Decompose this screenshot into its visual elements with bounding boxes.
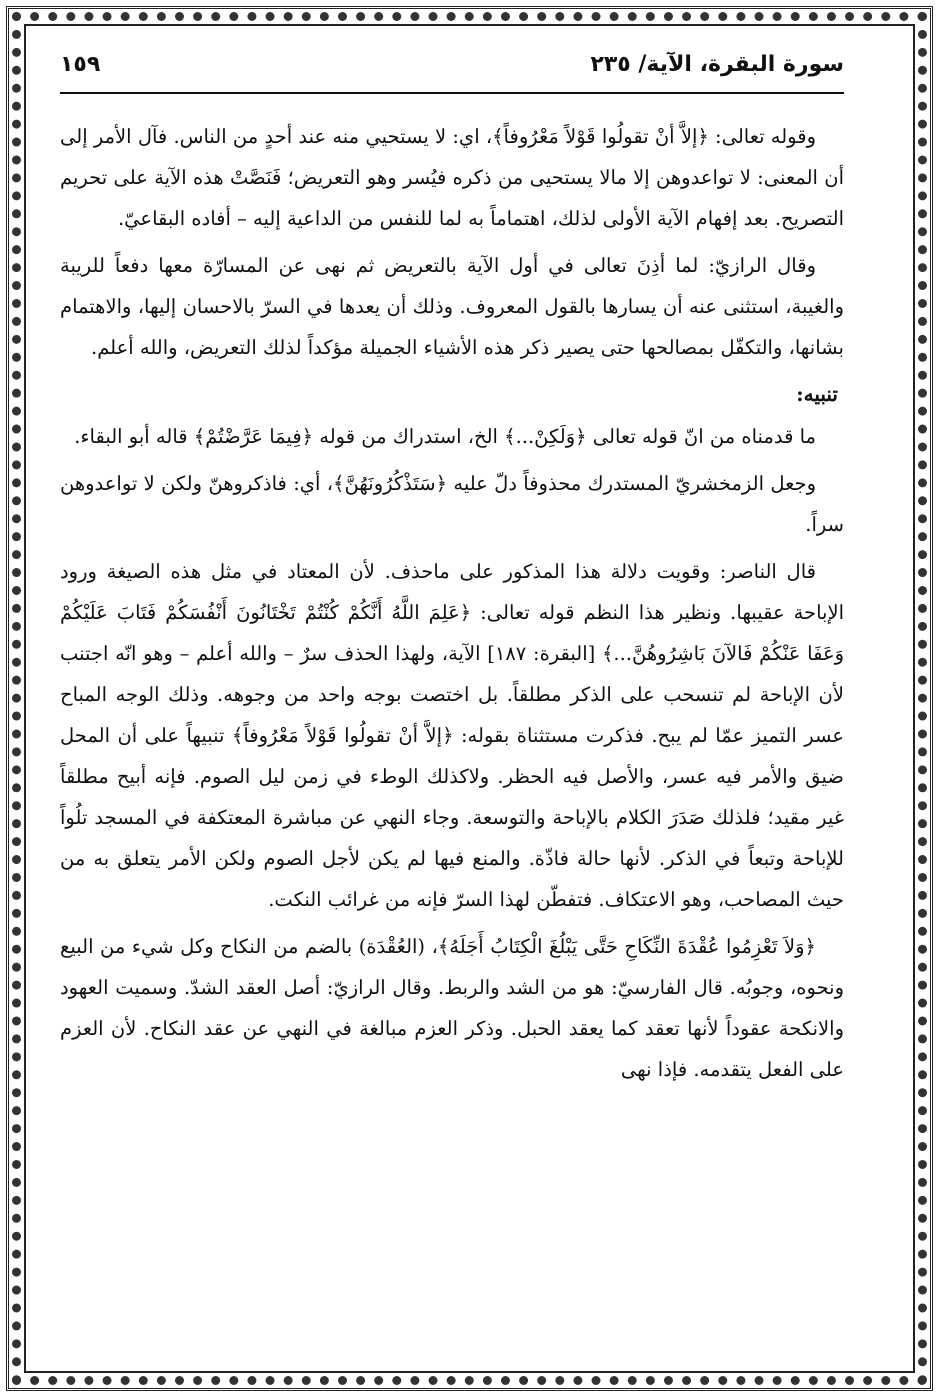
paragraph-5: قال الناصر: وقويت دلالة هذا المذكور على ماحذف. لأن المعتاد في مثل هذه الصيغة ورود الإباحة عقيبها. ونظير هذا النظم قوله تعالى: ﴿عَلِمَ اللَّهُ أَنَّكُمْ كُنْتُمْ تَخْتَانُونَ أَنْفُسَكُمْ فَتَابَ عَلَيْكُمْ وَعَفَا عَنْكُمْ فَالآنَ بَاشِرُوهُنَّ...﴾ [البقرة: ١٨٧] الآية، ولهذا الحذف سرٌ – والله أعلم – وهو انّه اجتنب لأن الإباحة لم تنسحب على الذكر مطلقاً. بل اختصت بوجه واحد من وجوهه. وذلك الوجه المباح عسر التميز عمّا لم يبح. فذكرت مستثناة بقوله: ﴿إلاَّ أنْ تقولُوا قَوْلاً مَعْرُوفاً﴾ تنبيهاً على أن المحل ضيق والأمر فيه عسر، والأصل فيه الحظر. ولاكذلك الوطء في زمن ليل الصوم. فإنه أبيح مطلقاً غير مقيد؛ فلذلك صَدَرَ الكلام بالإباحة والتوسعة. وجاء النهي عن مباشرة المعتكفة في المسجد تلُواً للإباحة وتبعاً في الذكر. لأنها حالة فاذّة. والمنع فيها لم يكن لأجل الصوم ولكن الأمر يتعلق به من حيث المصاحب، وهو الاعتكاف. فتفطّن لهذا السرّ فإنه من غرائب النكت. <box>60 560 844 911</box>
paragraph-4: وجعل الزمخشريّ المستدرك محذوفاً دلّ عليه ﴿سَتَذْكُرُونَهُنَّ﴾، أي: فاذكروهنّ ولكن لا تواعدوهن سراً. <box>60 472 844 536</box>
paragraph-6: ﴿وَلاَ تَعْزِمُوا عُقْدَةَ النِّكَاحِ حَتَّى يَبْلُغَ الْكِتَابُ أَجَلَهُ﴾، (العُقْدَة) بالضم من النكاح وكل شيء من البيع ونحوه، وجوبُه. قال الفارسيّ: هو من الشد والربط. وقال الرازيّ: أصل العقد الشدّ. وسميت العهود والانكحة عقوداً لأنها تعقد كما يعقد الحبل. وذكر العزم مبالغة في النهي عن عقد النكاح. لأن العزم على الفعل يتقدمه. فإذا نهى <box>60 935 844 1081</box>
section-heading: تنبيه: <box>796 382 838 406</box>
running-header <box>60 52 844 88</box>
paragraph-2: وقال الرازيّ: لما أذِنَ تعالى في أول الآية بالتعريض ثم نهى عن المسارّة معها دفعاً للريبة والغيبة، استثنى عنه أن يسارها بالقول المعروف. وذلك أن يعدها في السرّ بالاحسان إليها، والاهتمام بشانها، والتكفّل بمصالحها حتى يصير ذكر هذه الأشياء الجميلة مؤكداً لذلك التعريض، والله أعلم. <box>60 254 844 359</box>
header-rule <box>60 92 844 94</box>
page-body <box>60 52 844 1352</box>
page-number: ١٥٩ <box>60 52 101 77</box>
paragraph-1: وقوله تعالى: ﴿إلاَّ أنْ تقولُوا قَوْلاً مَعْرُوفاً﴾، اي: لا يستحيي منه عند أحدٍ من الناس. فآل الأمر إلى أن المعنى: لا تواعدوهن إلا مالا يستحيى من ذكره فيُسر وهو التعريض؛ فَنَصَّتْ هذه الآية على تحريم التصريح. بعد إفهام الآية الأولى لذلك، اهتماماً به لما للنفس من الداعية إليه – أفاده البقاعيّ. <box>60 125 844 230</box>
paragraph-3: ما قدمناه من انّ قوله تعالى ﴿وَلَكِنْ...﴾ الخ، استدراك من قوله ﴿فِيمَا عَرَّضْتُمْ﴾ قاله أبو البقاء. <box>74 425 816 448</box>
header-title: سورة البقرة، الآية/ ٢٣٥ <box>590 52 844 77</box>
